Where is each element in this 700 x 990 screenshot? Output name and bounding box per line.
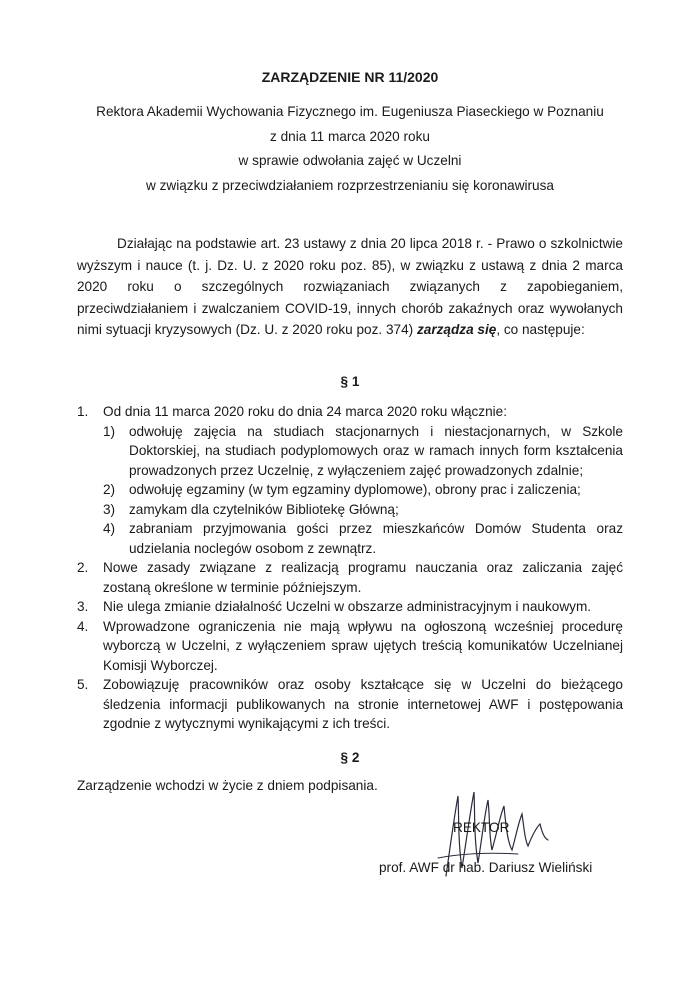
- subitem-number: 2): [103, 482, 116, 497]
- rektor-label: REKTOR: [453, 820, 510, 835]
- sub-list-item: [103, 519, 623, 558]
- preamble-end: , co następuje:: [496, 322, 585, 337]
- preamble-text: Działając na podstawie art. 23 ustawy z dnia 20 lipca 2018 r. - Prawo o szkolnictwie wyższym i nauce (t. j. Dz. U. z 2020 roku poz. 85), w związku z ustawą z dnia 2 marca 2020 roku o szczególnych rozwiązaniach związanych z zapobieganiem, przeciwdziałaniem i zwalczaniem COVID-19, innych chorób zakaźnych oraz wywołanych nimi sytuacji kryzysowych (Dz. U. z 2020 roku poz. 374): [77, 236, 623, 337]
- subitem-text: zabraniam przyjmowania gości przez mieszkańców Domów Studenta oraz udzielania noclegów osobom z zewnątrz.: [129, 521, 623, 556]
- sub-list: [77, 422, 623, 559]
- sub-list-item: [103, 500, 623, 520]
- item-number: 3.: [77, 599, 89, 614]
- list-item: [77, 675, 623, 734]
- list-item: [77, 402, 623, 422]
- document-title: ZARZĄDZENIE NR 11/2020: [261, 69, 439, 85]
- list-item: [77, 597, 623, 617]
- item-number: 1.: [77, 404, 89, 419]
- item-text: Od dnia 11 marca 2020 roku do dnia 24 marca 2020 roku włącznie:: [103, 404, 508, 419]
- item-text: Nie ulega zmianie działalność Uczelni w obszarze administracyjnym i naukowym.: [103, 599, 592, 614]
- preamble-emphasis: zarządza się: [416, 322, 497, 337]
- section-2-mark: § 2: [340, 750, 360, 765]
- item-number: 5.: [77, 677, 89, 692]
- item-text: Wprowadzone ograniczenia nie mają wpływu na ogłoszoną wcześniej procedurę wyborczą w Uczelni, z wyłączeniem spraw ujętych treścią komunikatów Uczelnianej Komisji Wyborczej.: [103, 618, 623, 673]
- preamble-paragraph: [77, 233, 623, 341]
- provisions-list: [77, 402, 623, 734]
- sub-list-item: [103, 480, 623, 500]
- subitem-number: 1): [103, 423, 116, 439]
- item-number: 4.: [77, 618, 89, 634]
- subtitle-line: z dnia 11 marca 2020 roku: [270, 128, 430, 144]
- list-item: [77, 617, 623, 676]
- signer-name: prof. AWF dr hab. Dariusz Wieliński: [379, 860, 593, 875]
- subitem-number: 4): [103, 521, 116, 536]
- list-item: [77, 558, 623, 597]
- item-number: 2.: [77, 560, 89, 575]
- section-1-mark: § 1: [340, 374, 360, 389]
- subtitle-line: w związku z przeciwdziałaniem rozprzestrzenianiu się koronawirusa: [146, 177, 554, 193]
- closing-statement: Zarządzenie wchodzi w życie z dniem podpisania.: [77, 778, 378, 793]
- subitem-text: zamykam dla czytelników Bibliotekę Główną;: [129, 501, 399, 517]
- item-text: Zobowiązuję pracowników oraz osoby kształcące się w Uczelni do bieżącego śledzenia informacji publikowanych na stronie internetowej AWF i postępowania zgodnie z wytycznymi wynikającymi z ich treści.: [103, 677, 623, 731]
- item-text: Nowe zasady związane z realizacją programu nauczania oraz zaliczania zajęć zostaną określone w terminie późniejszym.: [103, 560, 623, 595]
- subtitle-line: w sprawie odwołania zajęć w Uczelni: [238, 153, 462, 168]
- subitem-number: 3): [103, 501, 116, 517]
- document-subtitle: [0, 100, 700, 198]
- subitem-text: odwołuję zajęcia na studiach stacjonarnych i niestacjonarnych, w Szkole Doktorskiej, na studiach podyplomowych oraz w ramach innych form kształcenia prowadzonych przez Uczelnię, z wyłączeniem zajęć prowadzonych zdalnie;: [129, 423, 623, 478]
- sub-list-item: [103, 422, 623, 481]
- subitem-text: odwołuję egzaminy (w tym egzaminy dyplomowe), obrony prac i zaliczenia;: [129, 482, 581, 497]
- subtitle-line: Rektora Akademii Wychowania Fizycznego im. Eugeniusza Piaseckiego w Poznaniu: [96, 104, 604, 119]
